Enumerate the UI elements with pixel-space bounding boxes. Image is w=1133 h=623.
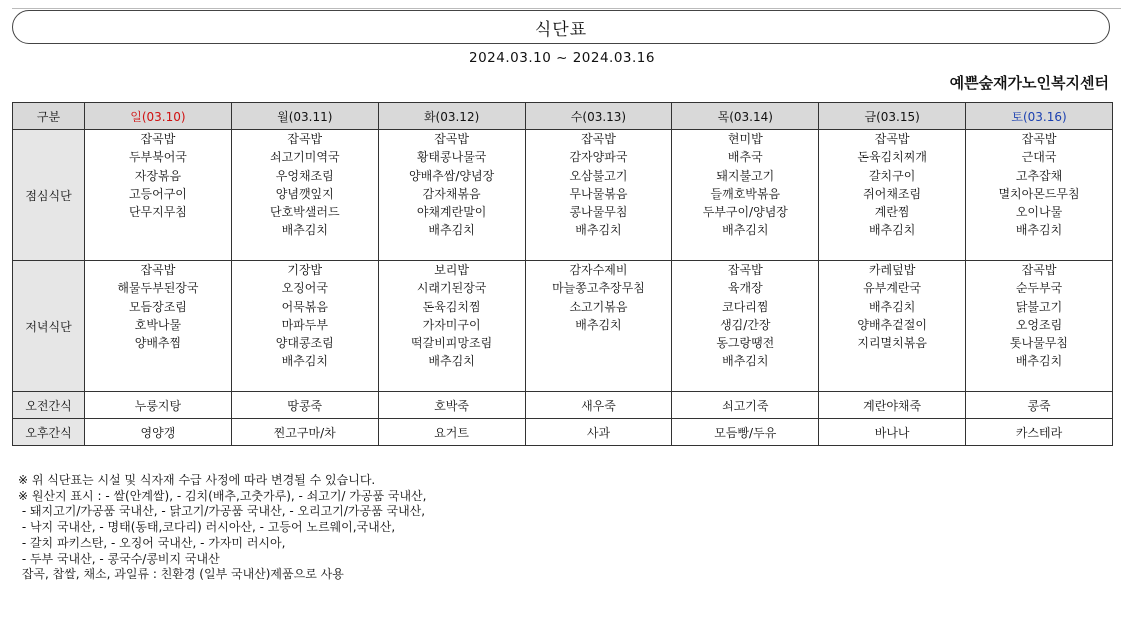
menu-cell-lunch-mon bbox=[231, 130, 378, 261]
menu-item: 유부계란국 bbox=[863, 281, 922, 296]
menu-item: 잡곡밥 bbox=[1021, 132, 1057, 146]
menu-cell-dinner-mon bbox=[231, 261, 378, 392]
menu-item: 마파두부 bbox=[281, 317, 328, 332]
menu-cell-lunch-fri bbox=[819, 130, 966, 261]
day-header-fri: 금(03.15) bbox=[819, 103, 966, 130]
menu-cell-lunch-sat bbox=[966, 130, 1113, 261]
menu-cell-morning-snack-tue bbox=[378, 392, 525, 419]
menu-item: 배추김치 bbox=[428, 354, 475, 369]
menu-cell-lunch-thu bbox=[672, 130, 819, 261]
title-text: 식단표 bbox=[534, 19, 588, 40]
menu-cell-afternoon-snack-tue bbox=[378, 419, 525, 446]
menu-item: 배추국 bbox=[727, 150, 763, 165]
menu-item: 잡곡밥 bbox=[140, 263, 176, 277]
menu-item: 모듬장조림 bbox=[128, 299, 187, 314]
date-range: 2024.03.10 ~ 2024.03.16 bbox=[469, 50, 655, 66]
menu-item: 배추김치 bbox=[281, 223, 328, 238]
menu-item: 야채계란말이 bbox=[416, 205, 487, 220]
page-title bbox=[12, 10, 1110, 44]
menu-item: 생김/간장 bbox=[720, 317, 771, 332]
menu-item: 호박나물 bbox=[134, 317, 182, 332]
menu-item: 양념깻잎지 bbox=[275, 186, 334, 201]
row-morning-snack bbox=[13, 392, 1113, 419]
menu-cell-afternoon-snack-fri bbox=[819, 419, 966, 446]
menu-item: 배추김치 bbox=[428, 223, 475, 238]
menu-item: 잡곡밥 bbox=[874, 132, 910, 146]
menu-cell-dinner-fri bbox=[819, 261, 966, 392]
menu-item: 감자양파국 bbox=[569, 150, 628, 165]
menu-item: 돼지불고기 bbox=[716, 168, 775, 183]
menu-item: 잡곡밥 bbox=[727, 263, 763, 277]
menu-item: 잡곡밥 bbox=[434, 132, 469, 146]
note-line: - 낙지 국내산, - 명태(동태,코다리) 러시아산, - 고등어 노르웨이,국내산, bbox=[18, 520, 396, 535]
menu-item: 가자미구이 bbox=[422, 317, 481, 332]
menu-item: 배추김치 bbox=[722, 223, 769, 238]
menu-cell-morning-snack-mon bbox=[231, 392, 378, 419]
menu-item: 어묵볶음 bbox=[281, 299, 328, 314]
menu-cell-afternoon-snack-thu bbox=[672, 419, 819, 446]
row-dinner bbox=[13, 261, 1113, 392]
menu-item: 쥐어채조림 bbox=[863, 186, 922, 201]
organization-name: 예쁜숲재가노인복지센터 bbox=[949, 74, 1109, 92]
menu-item: 배추김치 bbox=[575, 223, 622, 238]
menu-item: 땅콩죽 bbox=[287, 398, 323, 413]
top-rule bbox=[12, 8, 1121, 9]
menu-item: 돈육김치찜 bbox=[422, 299, 481, 314]
menu-item: 계란야채죽 bbox=[863, 398, 922, 413]
menu-item: 마늘쫑고추장무침 bbox=[552, 281, 645, 296]
meal-table-body bbox=[13, 130, 1113, 446]
menu-cell-morning-snack-sat bbox=[966, 392, 1113, 419]
menu-item: 두부북어국 bbox=[128, 150, 187, 165]
menu-cell-morning-snack-sun bbox=[85, 392, 232, 419]
menu-item: 오징어국 bbox=[281, 281, 328, 296]
menu-item: 순두부국 bbox=[1015, 281, 1063, 296]
menu-item: 지리멸치볶음 bbox=[857, 336, 927, 351]
day-header-mon: 월(03.11) bbox=[231, 103, 378, 130]
menu-cell-dinner-sun bbox=[85, 261, 232, 392]
menu-item: 양배추찜 bbox=[134, 336, 182, 351]
menu-item: 자장볶음 bbox=[134, 168, 182, 183]
menu-item: 배추김치 bbox=[868, 299, 916, 314]
row-afternoon-snack bbox=[13, 419, 1113, 446]
note-line: - 돼지고기/가공품 국내산, - 닭고기/가공품 국내산, - 오리고기/가공품 국내산, bbox=[18, 504, 426, 519]
menu-cell-dinner-thu bbox=[672, 261, 819, 392]
menu-item: 카레덮밥 bbox=[868, 263, 916, 277]
menu-item: 배추김치 bbox=[1015, 354, 1063, 369]
row-label-afternoon-snack: 오후간식 bbox=[13, 419, 85, 446]
menu-item: 배추김치 bbox=[575, 317, 622, 332]
menu-item: 콩나물무침 bbox=[569, 205, 628, 220]
menu-cell-morning-snack-fri bbox=[819, 392, 966, 419]
menu-item: 현미밥 bbox=[727, 132, 763, 146]
day-header-sat: 토(03.16) bbox=[966, 103, 1113, 130]
menu-item: 두부구이/양념장 bbox=[702, 205, 788, 220]
note-line: - 갈치 파키스탄, - 오징어 국내산, - 가자미 러시아, bbox=[18, 535, 286, 550]
day-header-thu: 목(03.14) bbox=[672, 103, 819, 130]
menu-item: 잡곡밥 bbox=[581, 132, 616, 146]
menu-cell-morning-snack-thu bbox=[672, 392, 819, 419]
menu-cell-lunch-sun bbox=[85, 130, 232, 261]
menu-item: 찐고구마/차 bbox=[273, 425, 336, 440]
menu-item: 육개장 bbox=[727, 281, 763, 296]
row-label-morning-snack: 오전간식 bbox=[13, 392, 85, 419]
menu-cell-morning-snack-wed bbox=[525, 392, 672, 419]
menu-cell-lunch-wed bbox=[525, 130, 672, 261]
menu-item: 단무지무침 bbox=[128, 205, 187, 220]
menu-item: 카스테라 bbox=[1015, 425, 1063, 440]
menu-item: 배추김치 bbox=[722, 354, 769, 369]
menu-item: 돈육김치찌개 bbox=[857, 150, 927, 165]
menu-item: 기장밥 bbox=[287, 263, 323, 277]
menu-item: 쇠고기죽 bbox=[722, 398, 769, 413]
menu-item: 잡곡밥 bbox=[287, 132, 323, 146]
header-row bbox=[13, 103, 1113, 130]
menu-item: 콩죽 bbox=[1027, 398, 1051, 413]
menu-item: 무나물볶음 bbox=[569, 186, 628, 201]
row-label-lunch: 점심식단 bbox=[13, 130, 85, 261]
menu-item: 오엉조림 bbox=[1015, 317, 1063, 332]
menu-item: 우엉채조림 bbox=[275, 168, 334, 183]
menu-item: 오이나물 bbox=[1015, 205, 1063, 220]
menu-cell-afternoon-snack-mon bbox=[231, 419, 378, 446]
menu-item: 소고기볶음 bbox=[569, 299, 628, 314]
menu-item: 멸치아몬드무침 bbox=[998, 186, 1080, 201]
menu-item: 쇠고기미역국 bbox=[269, 150, 340, 165]
menu-cell-dinner-sat bbox=[966, 261, 1113, 392]
menu-item: 호박죽 bbox=[434, 398, 469, 413]
menu-item: 오삼불고기 bbox=[569, 168, 628, 183]
menu-item: 황태콩나물국 bbox=[416, 150, 487, 165]
menu-item: 배추김치 bbox=[868, 223, 916, 238]
menu-item: 양배추겉절이 bbox=[857, 317, 927, 332]
meal-table bbox=[12, 102, 1113, 446]
menu-item: 영양갱 bbox=[140, 425, 176, 440]
menu-item: 근대국 bbox=[1021, 150, 1057, 165]
menu-cell-afternoon-snack-wed bbox=[525, 419, 672, 446]
menu-item: 누룽지탕 bbox=[134, 398, 182, 413]
menu-item: 떡갈비피망조림 bbox=[411, 336, 493, 351]
note-line: ※ 원산지 표시 : - 쌀(안계쌀), - 김치(배추,고춧가루), - 쇠고기/ 가공품 국내산, bbox=[18, 488, 427, 503]
menu-item: 보리밥 bbox=[434, 263, 469, 277]
menu-item: 새우죽 bbox=[581, 398, 616, 413]
menu-item: 감자채볶음 bbox=[422, 186, 481, 201]
menu-cell-afternoon-snack-sun bbox=[85, 419, 232, 446]
menu-item: 배추김치 bbox=[281, 354, 328, 369]
menu-item: 들깨호박볶음 bbox=[710, 186, 781, 201]
menu-cell-dinner-wed bbox=[525, 261, 672, 392]
menu-cell-lunch-tue bbox=[378, 130, 525, 261]
menu-item: 양배추쌈/양념장 bbox=[409, 168, 495, 183]
menu-item: 고등어구이 bbox=[128, 186, 187, 201]
day-header-wed: 수(03.13) bbox=[525, 103, 672, 130]
menu-item: 해물두부된장국 bbox=[117, 281, 199, 296]
note-line: - 두부 국내산, - 콩국수/콩비지 국내산 bbox=[18, 551, 220, 566]
menu-item: 바나나 bbox=[874, 425, 910, 440]
day-header-sun: 일(03.10) bbox=[85, 103, 232, 130]
day-header-tue: 화(03.12) bbox=[378, 103, 525, 130]
menu-item: 톳나물무침 bbox=[1010, 336, 1069, 351]
menu-item: 계란찜 bbox=[874, 205, 910, 220]
menu-item: 닭불고기 bbox=[1015, 299, 1063, 314]
menu-item: 동그랑땡전 bbox=[716, 336, 775, 351]
menu-item: 모듬빵/두유 bbox=[714, 425, 777, 440]
menu-item: 배추김치 bbox=[1015, 223, 1063, 238]
row-label-dinner: 저녁식단 bbox=[13, 261, 85, 392]
menu-item: 고추잡채 bbox=[1015, 168, 1063, 183]
menu-item: 갈치구이 bbox=[868, 168, 916, 183]
menu-item: 요거트 bbox=[434, 425, 469, 440]
header-label: 구분 bbox=[13, 103, 85, 130]
menu-cell-dinner-tue bbox=[378, 261, 525, 392]
row-lunch bbox=[13, 130, 1113, 261]
menu-item: 잡곡밥 bbox=[1021, 263, 1057, 277]
menu-item: 잡곡밥 bbox=[140, 132, 176, 146]
menu-item: 시래기된장국 bbox=[416, 281, 487, 296]
notes bbox=[18, 473, 426, 583]
menu-item: 감자수제비 bbox=[569, 263, 628, 277]
menu-cell-afternoon-snack-sat bbox=[966, 419, 1113, 446]
menu-item: 사과 bbox=[586, 425, 611, 440]
menu-item: 코다리찜 bbox=[722, 299, 769, 314]
menu-item: 단호박샐러드 bbox=[269, 205, 340, 220]
note-line: 잡곡, 찹쌀, 채소, 과일류 : 친환경 (일부 국내산)제품으로 사용 bbox=[18, 567, 344, 582]
note-line: ※ 위 식단표는 시설 및 식자재 수급 사정에 따라 변경될 수 있습니다. bbox=[18, 473, 376, 487]
menu-item: 양대콩조림 bbox=[275, 336, 334, 351]
